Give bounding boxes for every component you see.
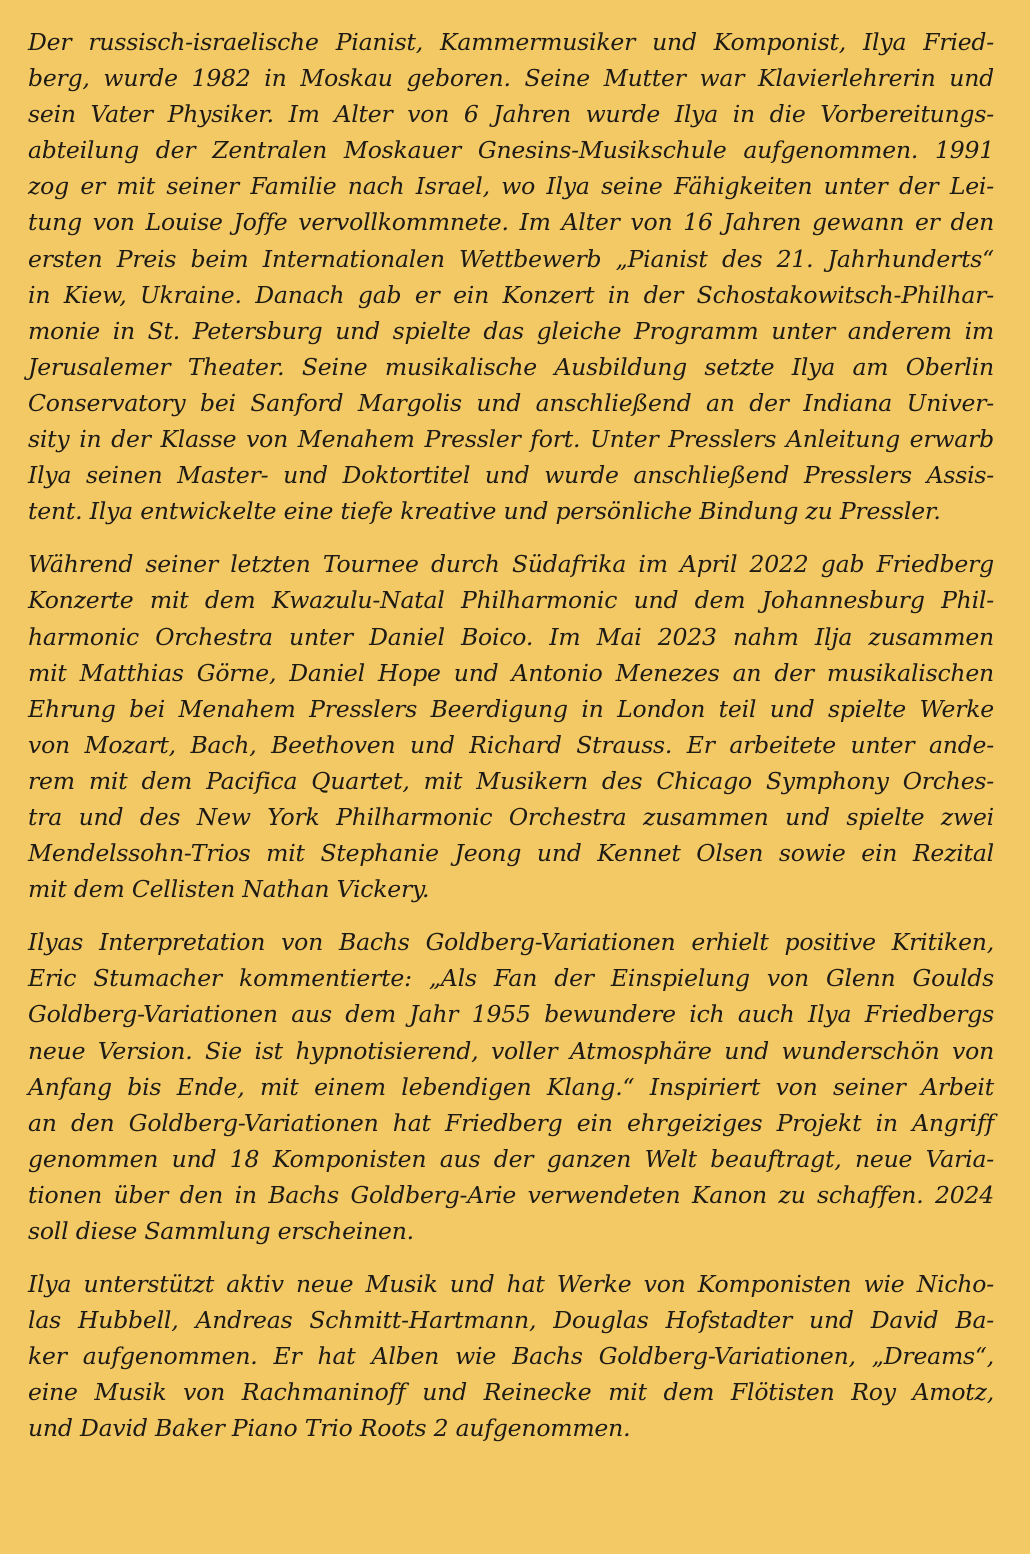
text-line: las Hubbell, Andreas Schmitt-Hartmann, Douglas Hofstadter und David Ba-	[28, 1306, 994, 1335]
text-line: Während seiner letzten Tournee durch Südafrika im April 2022 gab Friedberg	[28, 550, 994, 579]
text-line: tra und des New York Philharmonic Orchestra zusammen und spielte zwei	[28, 802, 994, 831]
text-line: Ilya seinen Master- und Doktortitel und wurde anschließend Presslers Assis-	[28, 461, 994, 490]
text-line: zog er mit seiner Familie nach Israel, wo Ilya seine Fähigkeiten unter der Lei-	[28, 172, 994, 201]
text-line: Der russisch-israelische Pianist, Kammermusiker und Komponist, Ilya Fried-	[28, 28, 994, 56]
text-line: ersten Preis beim Internationalen Wettbewerb „Pianist des 21. Jahrhunderts“	[28, 244, 994, 273]
text-line: mit Matthias Görne, Daniel Hope und Antonio Menezes an der musikalischen	[28, 658, 994, 687]
text-line: Mendelssohn-Trios mit Stephanie Jeong und Kennet Olsen sowie ein Rezital	[28, 839, 994, 868]
text-line: Konzerte mit dem Kwazulu-Natal Philharmonic und dem Johannesburg Phil-	[28, 586, 994, 615]
text-line: harmonic Orchestra unter Daniel Boico. Im Mai 2023 nahm Ilja zusammen	[28, 622, 994, 651]
text-line: Jerusalemer Theater. Seine musikalische Ausbildung setzte Ilya am Oberlin	[28, 352, 994, 381]
text-line: tent. Ilya entwickelte eine tiefe kreative und persönliche Bindung zu Pressler.	[28, 497, 941, 526]
text-line: rem mit dem Pacifica Quartet, mit Musikern des Chicago Symphony Orches-	[28, 766, 994, 795]
text-line: Ehrung bei Menahem Presslers Beerdigung in London teil und spielte Werke	[28, 694, 994, 723]
text-line: Anfang bis Ende, mit einem lebendigen Klang.“ Inspiriert von seiner Arbeit	[28, 1072, 994, 1101]
text-line: mit dem Cellisten Nathan Vickery.	[28, 875, 430, 904]
text-line: berg, wurde 1982 in Moskau geboren. Seine Mutter war Klavierlehrerin und	[28, 64, 994, 93]
text-line: Eric Stumacher kommentierte: „Als Fan der Einspielung von Glenn Goulds	[28, 964, 994, 993]
text-line: Conservatory bei Sanford Margolis und anschließend an der Indiana Univer-	[28, 388, 994, 417]
text-line: tionen über den in Bachs Goldberg-Arie verwendeten Kanon zu schaffen. 2024	[28, 1180, 994, 1209]
text-line: Ilya unterstützt aktiv neue Musik und hat Werke von Komponisten wie Nicho-	[28, 1270, 994, 1299]
text-line: Ilyas Interpretation von Bachs Goldberg-Variationen erhielt positive Kritiken,	[28, 928, 994, 957]
text-line: in Kiew, Ukraine. Danach gab er ein Konzert in der Schostakowitsch-Philhar-	[28, 280, 994, 309]
text-line: sity in der Klasse von Menahem Pressler fort. Unter Presslers Anleitung erwarb	[28, 425, 994, 454]
text-line: an den Goldberg-Variationen hat Friedberg ein ehrgeiziges Projekt in Angriff	[28, 1108, 994, 1137]
biography-text	[28, 24, 994, 1464]
text-line: genommen und 18 Komponisten aus der ganzen Welt beauftragt, neue Varia-	[28, 1144, 994, 1173]
text-line: monie in St. Petersburg und spielte das gleiche Programm unter anderem im	[28, 316, 994, 345]
text-line: und David Baker Piano Trio Roots 2 aufgenommen.	[28, 1414, 631, 1443]
text-line: sein Vater Physiker. Im Alter von 6 Jahren wurde Ilya in die Vorbereitungs-	[28, 100, 994, 129]
text-line: abteilung der Zentralen Moskauer Gnesins-Musikschule aufgenommen. 1991	[28, 136, 994, 165]
paragraph-goldberg	[28, 924, 994, 1249]
paragraph-new-music	[28, 1266, 994, 1446]
text-line: Goldberg-Variationen aus dem Jahr 1955 bewundere ich auch Ilya Friedbergs	[28, 1000, 994, 1029]
text-line: von Mozart, Bach, Beethoven und Richard Strauss. Er arbeitete unter ande-	[28, 730, 994, 759]
text-line: soll diese Sammlung erscheinen.	[28, 1217, 414, 1245]
paragraph-concerts	[28, 546, 994, 907]
text-line: neue Version. Sie ist hypnotisierend, voller Atmosphäre und wunderschön von	[28, 1036, 994, 1065]
text-line: eine Musik von Rachmaninoff und Reinecke mit dem Flötisten Roy Amotz,	[28, 1378, 994, 1407]
paragraph-early-life	[28, 24, 994, 529]
text-line: tung von Louise Joffe vervollkommnete. Im Alter von 16 Jahren gewann er den	[28, 208, 994, 237]
text-line: ker aufgenommen. Er hat Alben wie Bachs Goldberg-Variationen, „Dreams“,	[28, 1342, 994, 1371]
